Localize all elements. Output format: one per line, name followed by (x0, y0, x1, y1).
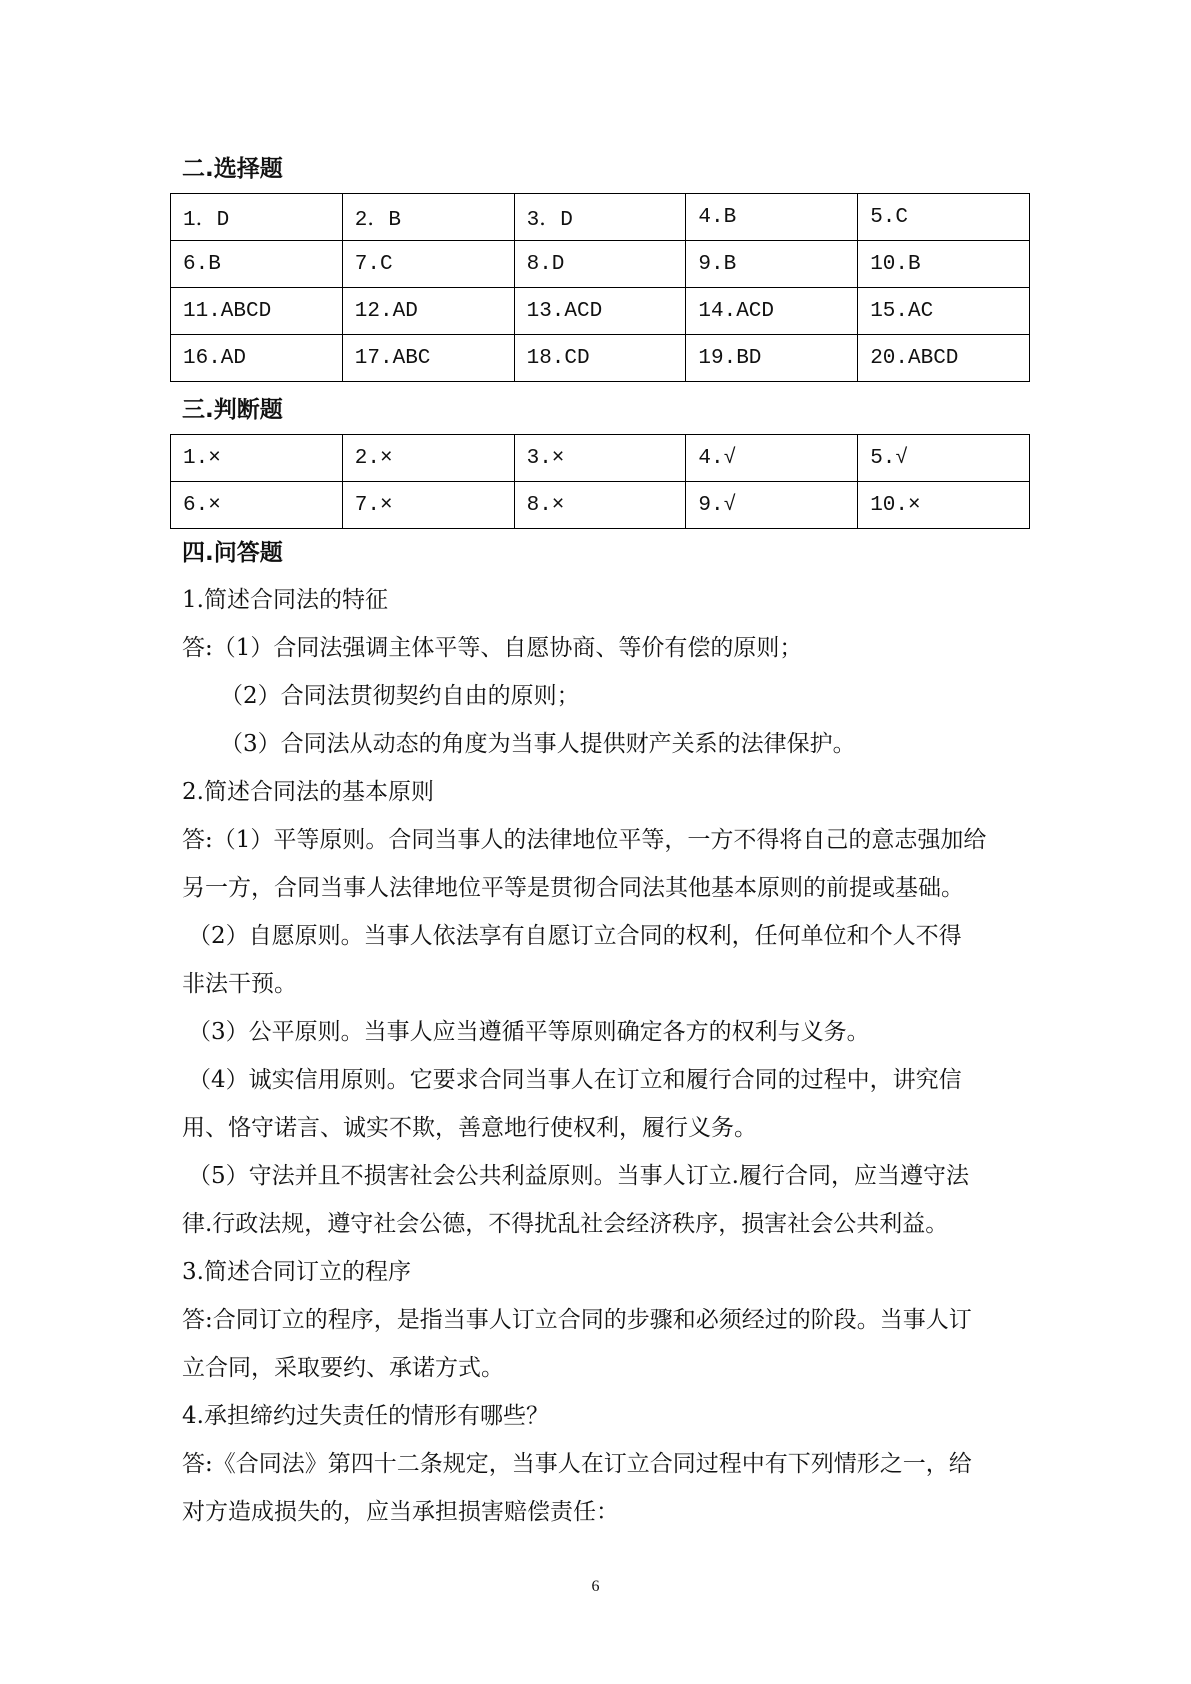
answer-line: （2）自愿原则。当事人依法享有自愿订立合同的权利，任何单位和个人不得 (188, 923, 962, 949)
section-heading-multiple-choice: 二.选择题 (182, 156, 283, 182)
answer-cell: 4.B (686, 194, 858, 241)
question-title: 1.简述合同法的特征 (182, 587, 388, 613)
table-row (171, 482, 1030, 529)
answer-cell: 20.ABCD (858, 335, 1030, 382)
answer-cell: 14.ACD (686, 288, 858, 335)
answer-line: 答:（1）合同法强调主体平等、自愿协商、等价有偿的原则； (182, 635, 803, 661)
answer-line: 答:《合同法》第四十二条规定，当事人在订立合同过程中有下列情形之一，给 (182, 1451, 972, 1477)
table-row (171, 241, 1030, 288)
answer-cell: 3．D (514, 194, 686, 241)
answer-cell: 1.× (171, 435, 343, 482)
answer-line: 答:（1）平等原则。合同当事人的法律地位平等，一方不得将自己的意志强加给 (182, 827, 987, 853)
answer-cell: 15.AC (858, 288, 1030, 335)
answer-cell: 7.× (342, 482, 514, 529)
answer-line: 律.行政法规，遵守社会公德，不得扰乱社会经济秩序，损害社会公共利益。 (182, 1211, 949, 1237)
answer-cell: 5.C (858, 194, 1030, 241)
table-row (171, 435, 1030, 482)
multiple-choice-answer-table (170, 193, 1030, 382)
page-number: 6 (591, 1578, 600, 1595)
answer-cell: 1．D (171, 194, 343, 241)
answer-cell: 18.CD (514, 335, 686, 382)
answer-line: （4）诚实信用原则。它要求合同当事人在订立和履行合同的过程中，讲究信 (188, 1067, 962, 1093)
answer-line: 立合同，采取要约、承诺方式。 (182, 1355, 504, 1381)
answer-line: （5）守法并且不损害社会公共利益原则。当事人订立.履行合同，应当遵守法 (188, 1163, 969, 1189)
answer-cell: 10.B (858, 241, 1030, 288)
answer-cell: 5.√ (858, 435, 1030, 482)
section-heading-true-false: 三.判断题 (182, 397, 283, 423)
question-title: 3.简述合同订立的程序 (182, 1259, 411, 1285)
answer-cell: 2.× (342, 435, 514, 482)
answer-cell: 13.ACD (514, 288, 686, 335)
answer-cell: 4.√ (686, 435, 858, 482)
section-heading-short-answer: 四.问答题 (182, 540, 283, 566)
answer-line: （3）合同法从动态的角度为当事人提供财产关系的法律保护。 (220, 731, 856, 757)
answer-line: 另一方，合同当事人法律地位平等是贯彻合同法其他基本原则的前提或基础。 (182, 875, 964, 901)
answer-cell: 10.× (858, 482, 1030, 529)
answer-cell: 7.C (342, 241, 514, 288)
answer-cell: 9.B (686, 241, 858, 288)
table-row (171, 335, 1030, 382)
table-row (171, 288, 1030, 335)
table-row (171, 194, 1030, 241)
answer-cell: 3.× (514, 435, 686, 482)
answer-line: （3）公平原则。当事人应当遵循平等原则确定各方的权利与义务。 (188, 1019, 870, 1045)
answer-line: 对方造成损失的，应当承担损害赔偿责任： (182, 1499, 619, 1525)
answer-line: 非法干预。 (182, 971, 297, 997)
answer-cell: 6.× (171, 482, 343, 529)
answer-cell: 8.× (514, 482, 686, 529)
question-title: 4.承担缔约过失责任的情形有哪些？ (182, 1403, 549, 1429)
answer-line: （2）合同法贯彻契约自由的原则； (220, 683, 580, 709)
answer-cell: 9.√ (686, 482, 858, 529)
answer-cell: 6.B (171, 241, 343, 288)
answer-cell: 12.AD (342, 288, 514, 335)
answer-cell: 16.AD (171, 335, 343, 382)
answer-line: 答:合同订立的程序，是指当事人订立合同的步骤和必须经过的阶段。当事人订 (182, 1307, 972, 1333)
answer-cell: 2．B (342, 194, 514, 241)
answer-cell: 17.ABC (342, 335, 514, 382)
answer-cell: 11.ABCD (171, 288, 343, 335)
answer-cell: 19.BD (686, 335, 858, 382)
answer-line: 用、恪守诺言、诚实不欺，善意地行使权利，履行义务。 (182, 1115, 757, 1141)
question-title: 2.简述合同法的基本原则 (182, 779, 434, 805)
true-false-answer-table (170, 434, 1030, 529)
answer-cell: 8.D (514, 241, 686, 288)
